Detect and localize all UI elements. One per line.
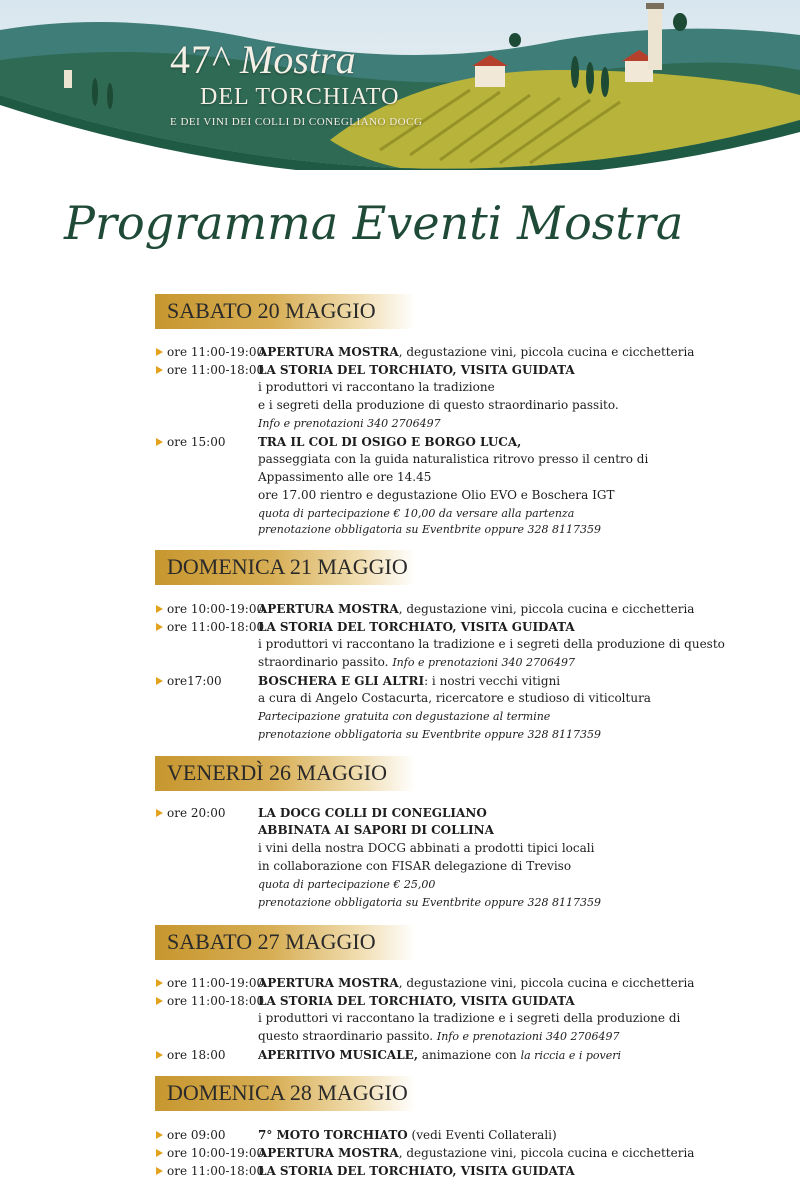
bullet-triangle-icon <box>156 979 163 987</box>
event-row <box>0 343 800 361</box>
event-description: straordinario passito. Info e prenotazioni 340 2706497 <box>258 655 575 669</box>
event-title: LA STORIA DEL TORCHIATO, VISITA GUIDATA <box>258 994 575 1008</box>
event-title-continued: ABBINATA AI SAPORI DI COLLINA <box>258 823 494 837</box>
event-description: i produttori vi raccontano la tradizione <box>258 380 495 394</box>
event-time: ore 09:00 <box>167 1128 226 1142</box>
event-time: ore 11:00-18:00 <box>167 363 265 377</box>
bullet-triangle-icon <box>156 438 163 446</box>
event-title: LA STORIA DEL TORCHIATO, VISITA GUIDATA <box>258 363 575 377</box>
bullet-triangle-icon <box>156 623 163 631</box>
event-title: 7° MOTO TORCHIATO <box>258 1128 408 1142</box>
event-info: Info e prenotazioni 340 2706497 <box>392 656 575 669</box>
bullet-triangle-icon <box>156 1051 163 1059</box>
event-row <box>0 1126 800 1144</box>
page-title: Programma Eventi Mostra <box>64 196 684 250</box>
event-subtitle: : i nostri vecchi vitigni <box>424 674 561 688</box>
bullet-triangle-icon <box>156 348 163 356</box>
bullet-triangle-icon <box>156 1149 163 1157</box>
day-header-domenica-21 <box>155 550 415 585</box>
bullet-triangle-icon <box>156 605 163 613</box>
event-subtitle: (vedi Eventi Collaterali) <box>407 1128 557 1142</box>
day-header-sabato-27 <box>155 925 415 960</box>
event-description: ore 17.00 rientro e degustazione Olio EVO e Boschera IGT <box>258 488 615 502</box>
event-title: TRA IL COL DI OSIGO E BORGO LUCA, <box>258 435 522 449</box>
event-description: a cura di Angelo Costacurta, ricercatore e studioso di viticoltura <box>258 691 651 705</box>
event-title: APERTURA MOSTRA <box>258 1146 399 1160</box>
day-header-sabato-20 <box>155 294 415 329</box>
event-time: ore 20:00 <box>167 806 226 820</box>
event-time: ore 11:00-18:00 <box>167 620 265 634</box>
event-price: quota di partecipazione € 10,00 da versare alla partenza <box>258 507 575 520</box>
event-title: BOSCHERA E GLI ALTRI <box>258 674 425 688</box>
logo-tagline: E DEI VINI DEI COLLI DI CONEGLIANO DOCG <box>170 116 423 128</box>
day-header-venerdi-26 <box>155 756 415 791</box>
day-label: SABATO 20 MAGGIO <box>167 298 376 323</box>
event-row <box>0 1046 800 1064</box>
header-landscape-banner <box>0 0 800 170</box>
event-title: APERTURA MOSTRA <box>258 345 399 359</box>
event-row <box>0 804 800 822</box>
event-description: passeggiata con la guida naturalistica ritrovo presso il centro di <box>258 452 649 466</box>
event-subtitle: , degustazione vini, piccola cucina e cicchetteria <box>398 976 695 990</box>
event-title: APERTURA MOSTRA <box>258 602 399 616</box>
event-band: la riccia e i poveri <box>520 1049 622 1062</box>
bullet-triangle-icon <box>156 809 163 817</box>
bullet-triangle-icon <box>156 1131 163 1139</box>
day-header-domenica-28 <box>155 1076 415 1111</box>
event-info: Info e prenotazioni 340 2706497 <box>436 1030 620 1043</box>
bullet-triangle-icon <box>156 366 163 374</box>
event-row <box>0 974 800 992</box>
day-label: DOMENICA 28 MAGGIO <box>167 1080 408 1105</box>
day-label: DOMENICA 21 MAGGIO <box>167 554 408 579</box>
logo-title: Mostra <box>240 37 356 82</box>
event-description: in collaborazione con FISAR delegazione di Treviso <box>258 859 572 873</box>
event-time: ore 11:00-18:00 <box>167 994 265 1008</box>
day-label: SABATO 27 MAGGIO <box>167 929 376 954</box>
event-description: i vini della nostra DOCG abbinati a prodotti tipici locali <box>258 841 595 855</box>
event-subtitle: animazione con <box>418 1048 521 1062</box>
event-row <box>0 1144 800 1162</box>
event-note: Partecipazione gratuita con degustazione al termine <box>258 710 551 723</box>
event-row <box>0 992 800 1010</box>
event-time: ore 10:00-19:00 <box>167 602 265 616</box>
bullet-triangle-icon <box>156 997 163 1005</box>
event-description: Appassimento alle ore 14.45 <box>258 470 432 484</box>
event-title: LA STORIA DEL TORCHIATO, VISITA GUIDATA <box>258 1164 575 1178</box>
event-info: Info e prenotazioni 340 2706497 <box>258 417 441 430</box>
event-row <box>0 361 800 379</box>
event-time: ore 10:00-19:00 <box>167 1146 265 1160</box>
event-title: LA DOCG COLLI DI CONEGLIANO <box>258 806 487 820</box>
event-time: ore 15:00 <box>167 435 226 449</box>
logo-subtitle: DEL TORCHIATO <box>200 84 400 110</box>
event-time: ore 11:00-18:00 <box>167 1164 265 1178</box>
event-description: e i segreti della produzione di questo straordinario passito. <box>258 398 619 412</box>
event-booking: prenotazione obbligatoria su Eventbrite oppure 328 8117359 <box>258 896 602 909</box>
event-row <box>0 600 800 618</box>
day-label: VENERDÌ 26 MAGGIO <box>167 760 387 785</box>
event-row <box>0 618 800 636</box>
event-time: ore 18:00 <box>167 1048 226 1062</box>
event-booking: prenotazione obbligatoria su Eventbrite oppure 328 8117359 <box>258 728 602 741</box>
event-description: i produttori vi raccontano la tradizione e i segreti della produzione di questo <box>258 637 725 651</box>
event-time: ore 11:00-19:00 <box>167 976 265 990</box>
event-time: ore17:00 <box>167 674 222 688</box>
logo-edition-number: 47^ <box>170 37 232 82</box>
event-time: ore 11:00-19:00 <box>167 345 265 359</box>
event-title: APERTURA MOSTRA <box>258 976 399 990</box>
event-row <box>0 1162 800 1180</box>
event-booking: prenotazione obbligatoria su Eventbrite oppure 328 8117359 <box>258 523 602 536</box>
event-title: APERITIVO MUSICALE, <box>258 1048 418 1062</box>
event-subtitle: , degustazione vini, piccola cucina e cicchetteria <box>398 602 695 616</box>
bullet-triangle-icon <box>156 677 163 685</box>
event-row <box>0 672 800 690</box>
event-subtitle: , degustazione vini, piccola cucina e cicchetteria <box>398 1146 695 1160</box>
event-description: questo straordinario passito. Info e prenotazioni 340 2706497 <box>258 1029 620 1043</box>
event-description: i produttori vi raccontano la tradizione e i segreti della produzione di <box>258 1011 681 1025</box>
bullet-triangle-icon <box>156 1167 163 1175</box>
event-title: LA STORIA DEL TORCHIATO, VISITA GUIDATA <box>258 620 575 634</box>
event-price: quota di partecipazione € 25,00 <box>258 878 436 891</box>
event-row <box>0 433 800 451</box>
event-subtitle: , degustazione vini, piccola cucina e cicchetteria <box>398 345 695 359</box>
